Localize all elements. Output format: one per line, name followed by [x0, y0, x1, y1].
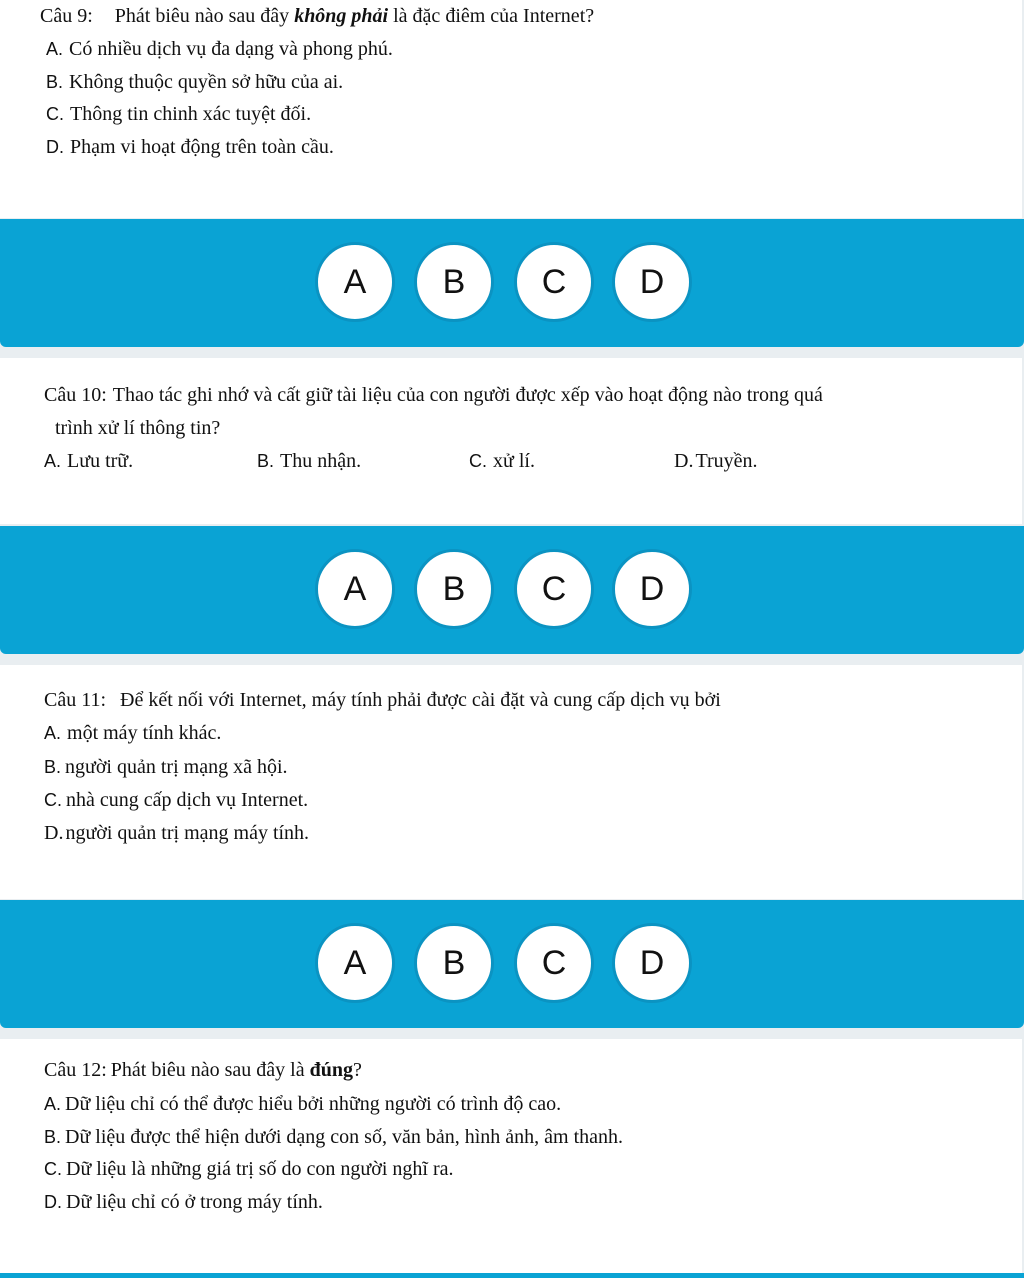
question-12-emphasis: đúng — [309, 1059, 353, 1081]
question-10-label: Câu 10: — [44, 384, 107, 406]
question-12-text — [44, 1057, 362, 1083]
question-9-text — [40, 3, 594, 29]
question-10-option-b: B. Thu nhận. — [257, 450, 362, 472]
question-9-card — [0, 0, 1022, 218]
question-12-option-b: B. Dữ liệu được thể hiện dưới dạng con số, văn bản, hình ảnh, âm thanh. — [44, 1126, 624, 1148]
question-12-text-after: ? — [353, 1059, 362, 1081]
question-10-option-d: D. Truyền. — [674, 450, 758, 472]
question-11-option-d: D. người quản trị mạng máy tính. — [44, 822, 310, 844]
answer-bar-question-9 — [0, 219, 1024, 347]
question-10-card — [0, 358, 1022, 524]
question-10-text-cont: trình xử lí thông tin? — [55, 417, 221, 439]
question-9-option-a: A. Có nhiều dịch vụ đa dạng và phong phú. — [46, 38, 393, 60]
question-10-text-line1: Thao tác ghi nhớ và cất giữ tài liệu của con người được xếp vào hoạt động nào trong quá — [112, 384, 823, 406]
answer-choice-b[interactable]: B — [414, 242, 494, 322]
answer-choice-b[interactable]: B — [414, 549, 494, 629]
question-12-label: Câu 12: — [44, 1059, 107, 1081]
answer-choice-c[interactable]: C — [514, 923, 594, 1003]
question-11-option-b: B. người quản trị mạng xã hội. — [44, 756, 288, 778]
answer-bar-edge — [0, 1273, 1024, 1278]
question-9-emphasis: không phải — [294, 5, 389, 27]
question-12-option-d: D. Dữ liệu chỉ có ở trong máy tính. — [44, 1191, 323, 1213]
question-11-question: Để kết nối với Internet, máy tính phải được cài đặt và cung cấp dịch vụ bởi — [120, 689, 721, 711]
answer-choice-a[interactable]: A — [315, 242, 395, 322]
answer-choice-c[interactable]: C — [514, 549, 594, 629]
answer-choice-c[interactable]: C — [514, 242, 594, 322]
answer-choice-a[interactable]: A — [315, 549, 395, 629]
question-10-text — [44, 382, 823, 408]
answer-choice-d[interactable]: D — [612, 242, 692, 322]
answer-choice-d[interactable]: D — [612, 923, 692, 1003]
question-11-option-c: C. nhà cung cấp dịch vụ Internet. — [44, 789, 309, 811]
answer-bar-question-10 — [0, 526, 1024, 654]
question-12-text-before: Phát biêu nào sau đây là — [110, 1059, 310, 1081]
answer-choice-a[interactable]: A — [315, 923, 395, 1003]
answer-bar-question-11 — [0, 900, 1024, 1028]
question-9-text-after: là đặc điêm của Internet? — [388, 5, 595, 27]
question-9-label: Câu 9: — [40, 5, 93, 27]
question-9-option-d: D. Phạm vi hoạt động trên toàn cầu. — [46, 136, 334, 158]
question-10-option-a: A. Lưu trữ. — [44, 450, 134, 472]
question-10-option-c: C. xử lí. — [469, 450, 535, 472]
question-9-text-before: Phát biêu nào sau đây — [114, 5, 295, 27]
question-9-option-c: C. Thông tin chinh xác tuyệt đối. — [46, 103, 312, 125]
question-12-card — [0, 1039, 1022, 1273]
question-12-option-c: C. Dữ liệu là những giá trị số do con người nghĩ ra. — [44, 1158, 454, 1180]
answer-choice-b[interactable]: B — [414, 923, 494, 1003]
question-11-label: Câu 11: — [44, 689, 107, 711]
question-11-card — [0, 665, 1022, 899]
question-11-text — [44, 687, 721, 713]
question-11-option-a: A. một máy tính khác. — [44, 722, 222, 744]
question-12-option-a: A. Dữ liệu chỉ có thể được hiểu bởi những người có trình độ cao. — [44, 1093, 562, 1115]
question-9-option-b: B. Không thuộc quyền sở hữu của ai. — [46, 71, 344, 93]
answer-choice-d[interactable]: D — [612, 549, 692, 629]
